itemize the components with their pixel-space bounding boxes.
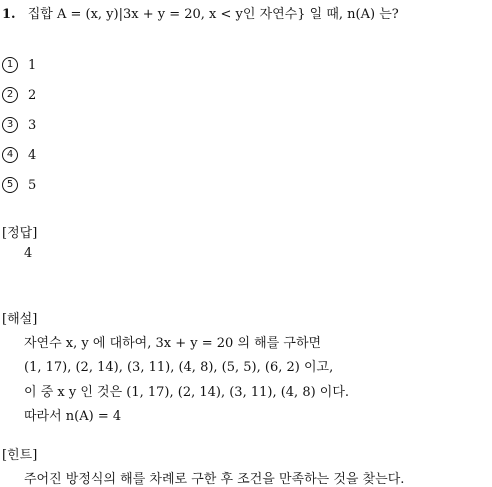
- explanation-line-4: 따라서 n(A) = 4: [24, 409, 122, 424]
- explanation-line-3: 이 중 x y 인 것은 (1, 17), (2, 14), (3, 11), (4, 8) 이다.: [24, 385, 350, 400]
- question-text: 집합 A = (x, y)|3x + y = 20, x < y인 자연수} 일 때, n(A) 는?: [27, 7, 399, 22]
- hint-label: [힌트]: [2, 448, 38, 463]
- answer-value: 4: [24, 246, 33, 261]
- choice-value: 1: [28, 57, 37, 73]
- choice-1[interactable]: [2, 57, 36, 73]
- hint-text: 주어진 방정식의 해를 차례로 구한 후 조건을 만족하는 것을 찾는다.: [24, 472, 405, 487]
- explanation-line-1: 자연수 x, y 에 대하여, 3x + y = 20 의 해를 구하면: [24, 336, 322, 351]
- choice-4[interactable]: [2, 147, 36, 163]
- choice-marker: 5: [2, 177, 18, 193]
- choice-3[interactable]: [2, 117, 36, 133]
- choice-value: 4: [28, 147, 37, 163]
- choice-marker: 2: [2, 87, 18, 103]
- choice-value: 2: [28, 87, 37, 103]
- choice-2[interactable]: [2, 87, 36, 103]
- choice-marker: 1: [2, 57, 18, 73]
- choice-marker: 4: [2, 147, 18, 163]
- choice-5[interactable]: [2, 177, 36, 193]
- explanation-line-2: (1, 17), (2, 14), (3, 11), (4, 8), (5, 5), (6, 2) 이고,: [24, 360, 334, 375]
- answer-label: [정답]: [2, 226, 38, 241]
- explanation-label: [해설]: [2, 312, 38, 327]
- choice-marker: 3: [2, 117, 18, 133]
- question-number: 1.: [2, 7, 16, 22]
- choice-value: 5: [28, 177, 37, 193]
- question: [2, 3, 399, 22]
- choice-value: 3: [28, 117, 37, 133]
